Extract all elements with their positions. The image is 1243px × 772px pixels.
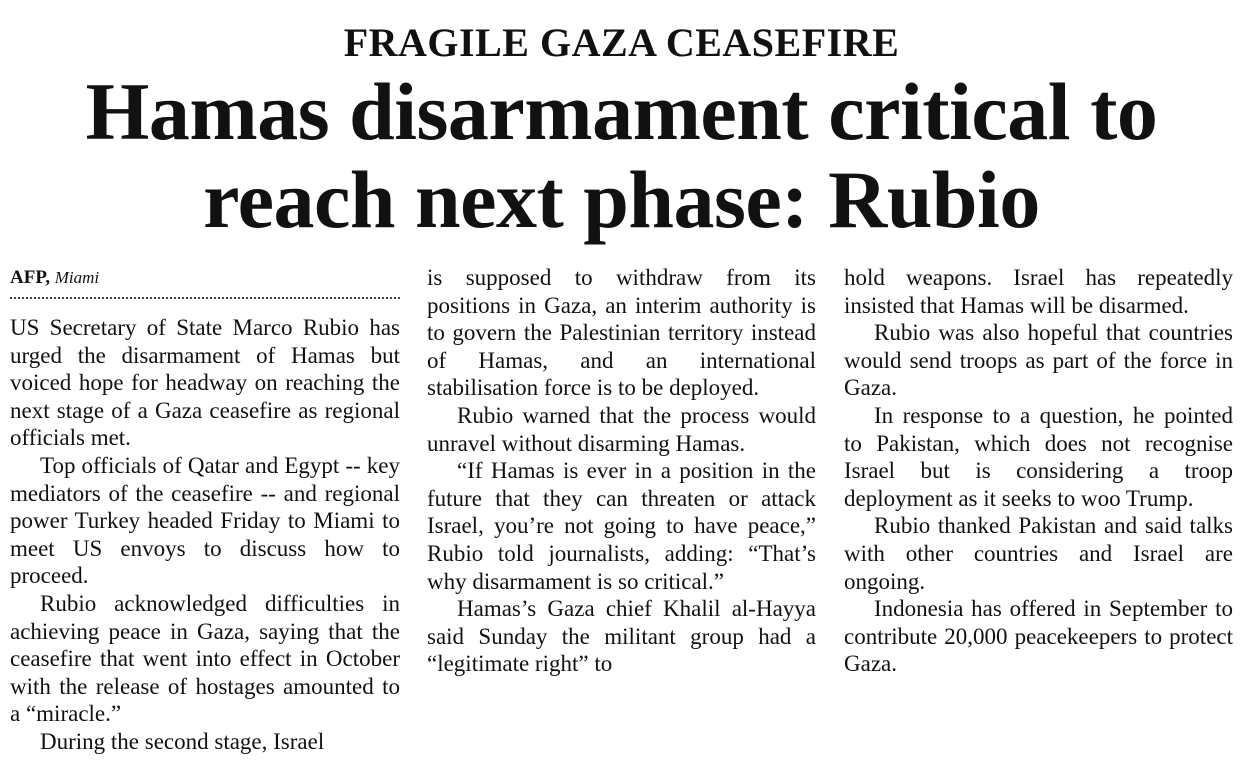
article-paragraph: Rubio thanked Pakistan and said talks with other countries and Israel are ongoing. xyxy=(844,513,1233,594)
article-paragraph: US Secretary of State Marco Rubio has urged the disarmament of Hamas but voiced hope for headway on reaching the next stage of a Gaza ceasefire as regional officials met. xyxy=(10,315,400,451)
article-paragraph: Top officials of Qatar and Egypt -- key mediators of the ceasefire -- and regional power Turkey headed Friday to Miami to meet US envoys to discuss how to proceed. xyxy=(10,452,400,589)
article-paragraph: Hamas’s Gaza chief Khalil al-Hayya said Sunday the militant group had a “legitimate right” to xyxy=(427,596,816,677)
section-kicker: FRAGILE GAZA CEASEFIRE xyxy=(343,20,900,65)
article-column-3 xyxy=(844,264,1233,772)
byline-divider xyxy=(10,297,400,299)
article-paragraph: Rubio acknowledged difficulties in achieving peace in Gaza, saying that the ceasefire that went into effect in October with the release of hostages amounted to a “miracle.” xyxy=(10,590,400,727)
article-paragraph: In response to a question, he pointed to Pakistan, which does not recognise Israel but is considering a troop deployment as it seeks to woo Trump. xyxy=(844,402,1233,511)
byline-agency: AFP, xyxy=(10,267,50,288)
article-headline: Hamas disarmament critical to reach next phase: Rubio xyxy=(85,66,1158,245)
article-column-1 xyxy=(10,264,400,772)
article-paragraph: is supposed to withdraw from its positions in Gaza, an interim authority is to govern the Palestinian territory instead of Hamas, and an international stabilisation force is to be deployed. xyxy=(427,265,816,401)
article-paragraph: “If Hamas is ever in a position in the future that they can threaten or attack Israel, you’re not going to have peace,” Rubio told journalists, adding: “That’s why disarmament is so critical.” xyxy=(427,458,816,594)
article-paragraph: Rubio was also hopeful that countries would send troops as part of the force in Gaza. xyxy=(844,320,1233,401)
article-paragraph: Indonesia has offered in September to contribute 20,000 peacekeepers to protect Gaza. xyxy=(844,596,1233,677)
article-paragraph: hold weapons. Israel has repeatedly insisted that Hamas will be disarmed. xyxy=(844,265,1233,318)
article-paragraph: During the second stage, Israel xyxy=(40,728,325,754)
byline-location: Miami xyxy=(54,268,100,287)
byline xyxy=(10,266,400,290)
article-paragraph: Rubio warned that the process would unravel without disarming Hamas. xyxy=(427,402,816,456)
article-column-2 xyxy=(427,264,816,772)
